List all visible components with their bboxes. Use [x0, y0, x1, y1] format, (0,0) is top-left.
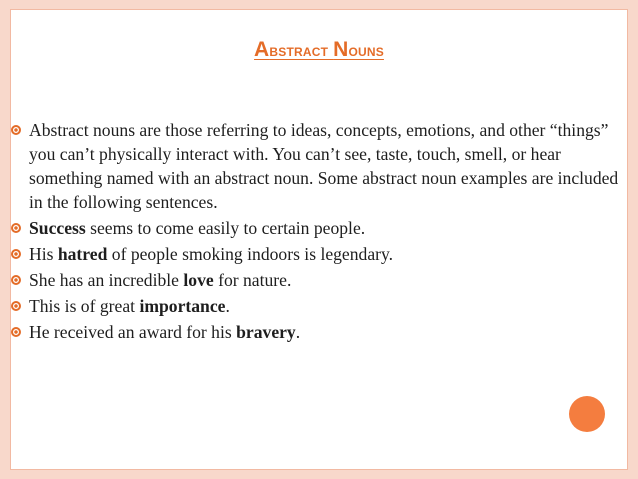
- bullet-bold-word: hatred: [57, 244, 108, 264]
- bullet-item-hatred: [9, 242, 619, 266]
- circle-bullet-icon: [9, 294, 25, 318]
- bullet-text-before: He received an award for his: [29, 322, 237, 342]
- bullet-text-after: of people smoking indoors is legendary.: [107, 244, 394, 264]
- bullet-text-after: .: [295, 322, 301, 342]
- bullet-bold-word: Success: [29, 218, 86, 238]
- slide-border-top: [0, 0, 638, 9]
- bullet-list: [9, 118, 619, 346]
- bullet-bold-word: bravery: [236, 322, 296, 342]
- circle-bullet-icon: [9, 242, 25, 266]
- bullet-text-after: seems to come easily to certain people.: [85, 218, 366, 238]
- title-part-1: bstract: [269, 41, 334, 60]
- bullet-bold-word: love: [183, 270, 214, 290]
- bullet-item-success: [9, 216, 619, 240]
- title-part-2: ouns: [348, 41, 384, 60]
- circle-bullet-icon: [9, 118, 25, 142]
- bullet-text-before: His: [29, 244, 58, 264]
- bullet-bold-word: importance: [139, 296, 226, 316]
- bullet-item-definition: [9, 118, 619, 214]
- slide-border-right: [628, 0, 638, 479]
- bullet-text-after: for nature.: [213, 270, 292, 290]
- circle-bullet-icon: [9, 216, 25, 240]
- bullet-text-before: She has an incredible: [29, 270, 184, 290]
- bullet-text: Abstract nouns are those referring to ideas, concepts, emotions, and other “things” you can’t physically interact with. You can’t see, taste, touch, smell, or hear something named with an abstract noun. Some abstract noun examples are included in the following sentences.: [29, 120, 619, 212]
- title-cap-2: N: [333, 38, 349, 61]
- bullet-text-after: .: [225, 296, 230, 316]
- slide-title: [0, 38, 638, 62]
- bullet-item-love: [9, 268, 619, 292]
- title-cap-1: A: [254, 38, 270, 61]
- circle-bullet-icon: [9, 320, 25, 344]
- bullet-text-before: This is of great: [29, 296, 140, 316]
- orange-circle-decoration: [569, 396, 605, 432]
- bullet-item-importance: [9, 294, 619, 318]
- slide-border-bottom: [0, 470, 638, 479]
- circle-bullet-icon: [9, 268, 25, 292]
- bullet-item-bravery: [9, 320, 619, 344]
